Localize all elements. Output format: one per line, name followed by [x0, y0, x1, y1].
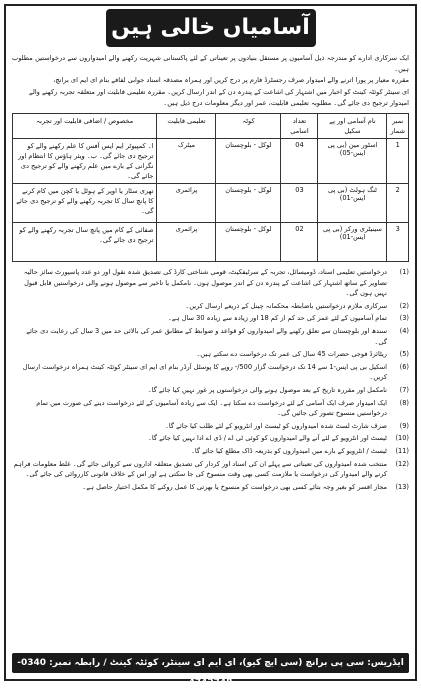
list-item [12, 398, 409, 419]
item-text: ریٹائرڈ فوجی حضرات 45 سال کی عمر تک درخواست دے سکتے ہیں۔ [196, 350, 387, 359]
cell-count: 04 [281, 139, 318, 184]
list-item [12, 362, 409, 383]
header-quota: کوٹہ [216, 114, 281, 139]
cell-sn: 3 [387, 223, 409, 262]
cell-count: 03 [281, 184, 318, 223]
list-item [12, 313, 409, 324]
item-text: منتخب شدہ امیدواروں کی تعیناتی سے پہلے ان کی اسناد اور کردار کی تصدیق متعلقہ اداروں سے کروائی جائے گی۔ غلط معلومات فراہم کرنے والے امیدوار کی درخواست یا ملازمت کسی بھی وقت منسوخ کی جا سکتی ہے اور اس کے خلاف قانونی کارروائی کی جائے گی۔ [13, 459, 387, 479]
table-row [13, 184, 409, 223]
intro-line: ای سینٹر کوئٹہ کینٹ کو اخبار میں اشتہار کی اشاعت کے پندرہ دن کے اندر ارسال کریں۔ مقررہ تعلیمی قابلیت اور متعلقہ تجربہ رکھنے والے [28, 87, 409, 96]
item-text: درخواستیں تعلیمی اسناد، ڈومیسائل، تجربہ کے سرٹیفکیٹ، قومی شناختی کارڈ کی تصدیق شدہ نقول اور دو عدد پاسپورٹ سائز حالیہ تصاویر کے ساتھ اشتہار کی اشاعت کے پندرہ دن کے اندر موصول ہوں۔ نامکمل یا تاخیر سے موصول ہونے والی درخواستیں قابل قبول نہیں ہوں گی۔ [23, 268, 387, 298]
intro-line: ایک سرکاری ادارے کو مندرجہ ذیل آسامیوں پر مستقل بنیادوں پر تعیناتی کے لئے پاکستانی شہریت رکھنے والے امیدواروں سے درخواستیں مطلوب ہیں۔ [12, 54, 409, 74]
list-item [12, 459, 409, 480]
list-item [12, 446, 409, 457]
item-number: (10) [395, 434, 409, 443]
item-number: (11) [395, 446, 409, 455]
cell-education: پرائمری [157, 184, 216, 223]
item-text: صرف شارٹ لسٹ شدہ امیدواروں کو ٹیسٹ اور انٹرویو کے لئے طلب کیا جائے گا۔ [165, 421, 387, 430]
cell-extra: ا۔ کمپیوٹر ایم ایس آفس کا علم رکھنے والے کو ترجیح دی جائے گی۔ ب۔ ویئر ہاؤس کا انتظام اور نگرانی کے بارے میں علم رکھنے والے کو ترجیح دی جائے گی۔ [13, 139, 157, 184]
item-number: (9) [399, 421, 409, 430]
item-text: سرکاری ملازم درخواستیں باضابطہ محکمانہ چینل کے ذریعے ارسال کریں۔ [185, 301, 387, 310]
header-title: نام آسامی اور پے سکیل [318, 114, 387, 139]
item-number: (13) [395, 482, 409, 491]
item-number: (8) [399, 398, 409, 407]
vacancies-table [12, 113, 409, 262]
header-education: تعلیمی قابلیت [157, 114, 216, 139]
cell-title: اسٹور مین (بی پی ایس-05) [318, 139, 387, 184]
table-row [13, 139, 409, 184]
cell-education: میٹرک [157, 139, 216, 184]
cell-quota: لوکل - بلوچستان [216, 223, 281, 262]
list-item [12, 385, 409, 396]
item-text: سندھ اور بلوچستان سے تعلق رکھنے والے امیدواروں کو قواعد و ضوابط کے مطابق عمر کی بالائی حد میں 3 سال کی رعایت دی جائے گی۔ [26, 326, 387, 346]
item-number: (5) [399, 350, 409, 359]
item-text: ٹیسٹ / انٹرویو کے بارے میں امیدواروں کو بذریعہ ڈاک مطلع کیا جائے گا۔ [191, 446, 387, 455]
cell-quota: لوکل - بلوچستان [216, 139, 281, 184]
intro-line: مقررہ معیار پر پورا اترنے والے امیدوار صرف رجسٹرڈ فارم پر درج کریں اور ہمراہ مصدقہ اسناد جوابی لفافے بنام ای ایم ای برانچ، [53, 76, 409, 85]
header-count: تعداد اسامی [281, 114, 318, 139]
item-text: ایک امیدوار صرف ایک آسامی کے لئے درخواست دے سکتا ہے۔ ایک سے زیادہ آسامیوں کے لئے درخواست دینے کی صورت میں تمام درخواستیں منسوخ تصور کی جائیں گی۔ [36, 398, 387, 418]
header-sn: نمبر شمار [387, 114, 409, 139]
cell-title: ٹنگ ہولٹ (بی پی ایس-01) [318, 184, 387, 223]
address-footer: ایڈریس: سی پی برانچ (سی ایچ کیو)، ای ایم ای سینٹر، کوئٹہ کینٹ / رابطہ نمبر: 0340-4742748 [12, 653, 409, 673]
intro-line: امیدوار ترجیح دی جائے گی۔ مطلوبہ تعلیمی قابلیت، عمر اور دیگر معلومات درج ذیل ہیں۔ [163, 98, 409, 107]
header-extra: مخصوص / اضافی قابلیت اور تجربہ [13, 114, 157, 139]
cell-count: 02 [281, 223, 318, 262]
list-item [12, 301, 409, 312]
table-header-row [13, 114, 409, 139]
table-row [13, 223, 409, 262]
cell-extra: تھری سٹار یا اوپر کے ہوٹل یا کچن میں کام کرنے کا پانچ سال کا تجربہ رکھنے والے کو ترجیح دی جائے گی۔ [13, 184, 157, 223]
cell-sn: 2 [387, 184, 409, 223]
list-item [12, 349, 409, 360]
list-item [12, 267, 409, 299]
cell-sn: 1 [387, 139, 409, 184]
item-number: (1) [399, 268, 409, 277]
item-number: (2) [399, 301, 409, 310]
item-text: نامکمل اور مقررہ تاریخ کے بعد موصول ہونے والی درخواستوں پر غور نہیں کیا جائے گا۔ [147, 385, 387, 394]
list-item [12, 421, 409, 432]
item-text: مجاز افسر کو بغیر وجہ بتائے کسی بھی درخواست کو منسوخ یا بھرتی کا عمل روکنے کا مکمل اختیار حاصل ہے۔ [82, 482, 387, 491]
terms-list [12, 267, 409, 492]
cell-extra: صفائی کے کام میں پانچ سال تجربہ رکھنے والے کو ترجیح دی جائے گی۔ [13, 223, 157, 262]
intro-paragraph [12, 53, 409, 109]
item-text: ٹیسٹ اور انٹرویو کے لئے آنے والے امیدواروں کو کوئی ٹی اے / ڈی اے ادا نہیں کیا جائے گا۔ [148, 434, 387, 443]
item-number: (4) [399, 326, 409, 335]
item-number: (3) [399, 314, 409, 323]
item-number: (12) [395, 459, 409, 468]
headline-banner: آسامیاں خالی ہیں [106, 9, 316, 47]
job-advertisement [4, 4, 417, 688]
item-text: اسکیل بی پی ایس-1 سے 14 تک درخواست گزار 500/- روپے کا پوسٹل آرڈر بنام ای ایم ای سینٹر کوئٹہ کینٹ ہمراہ درخواست ارسال کریں۔ [22, 362, 387, 382]
cell-quota: لوکل - بلوچستان [216, 184, 281, 223]
list-item [12, 433, 409, 444]
item-number: (6) [399, 362, 409, 371]
list-item [12, 482, 409, 493]
item-text: تمام آسامیوں کے لئے عمر کی حد کم از کم 18 اور زیادہ سے زیادہ 30 سال ہے۔ [168, 314, 387, 323]
cell-title: سینیٹری ورکر (بی پی ایس-01) [318, 223, 387, 262]
item-number: (7) [399, 385, 409, 394]
list-item [12, 326, 409, 347]
cell-education: پرائمری [157, 223, 216, 262]
